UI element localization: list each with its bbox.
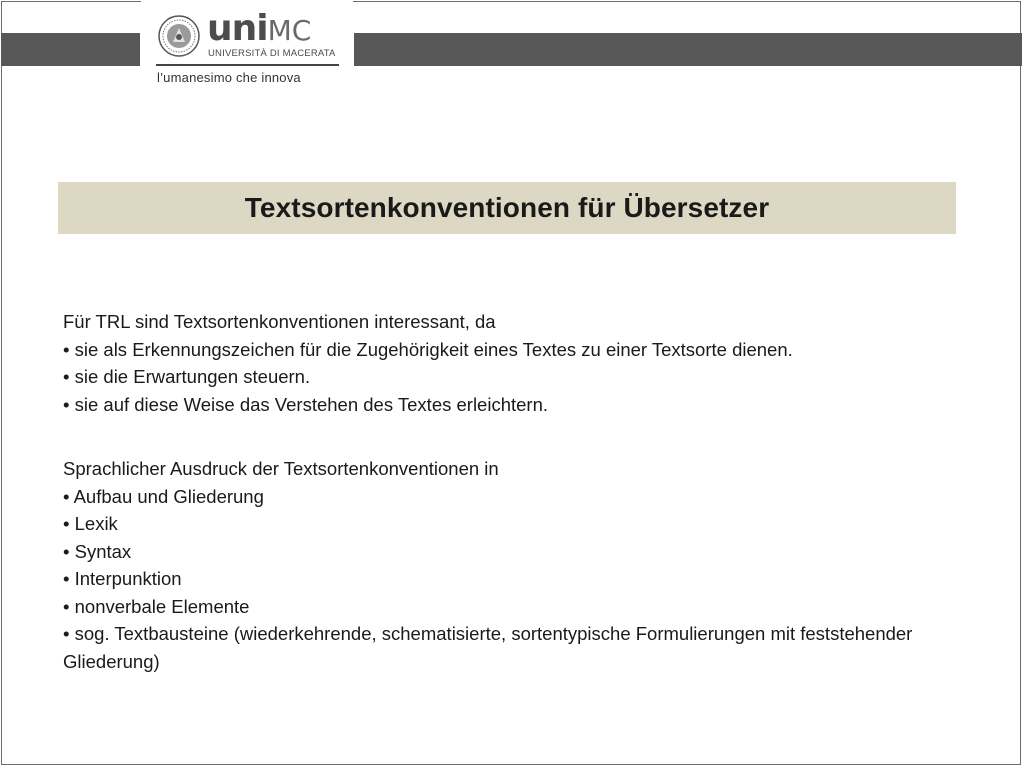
list-item: • Syntax — [63, 540, 132, 562]
list-item: • Lexik — [63, 513, 118, 534]
university-seal-icon — [158, 15, 200, 57]
list-item: • sie als Erkennungszeichen für die Zugehörigkeit eines Textes zu einer Textsorte dienen. — [63, 338, 793, 360]
header-bar-right — [354, 33, 1022, 66]
wordmark-bold: uni — [207, 8, 268, 49]
list-item: • sog. Textbausteine (wiederkehrende, schematisierte, sortentypische Formulierungen mit feststehender Gliederung) — [63, 623, 913, 672]
list-item: • nonverbale Elemente — [63, 595, 250, 617]
wordmark-light: MC — [267, 14, 312, 47]
list-item: • Aufbau und Gliederung — [63, 485, 264, 507]
section-expression-intro: Sprachlicher Ausdruck der Textsortenkonventionen in — [63, 458, 499, 479]
header-bar-left — [1, 33, 140, 66]
tagline: l’umanesimo che innova — [157, 70, 301, 85]
university-name: UNIVERSITÀ DI MACERATA — [208, 48, 336, 59]
section-relevance — [63, 308, 963, 418]
section-relevance-intro: Für TRL sind Textsortenkonventionen interessant, da — [63, 311, 496, 332]
list-item: • sie auf diese Weise das Verstehen des Textes erleichtern. — [63, 393, 549, 415]
university-logo — [141, 0, 353, 96]
list-item: • sie die Erwartungen steuern. — [63, 366, 311, 387]
tagline-divider — [156, 64, 339, 66]
slide-title-box — [58, 182, 956, 234]
section-expression — [63, 455, 963, 675]
slide-title: Textsortenkonventionen für Übersetzer — [244, 192, 770, 223]
logo-wordmark — [207, 8, 312, 49]
list-item: • Interpunktion — [63, 568, 182, 589]
